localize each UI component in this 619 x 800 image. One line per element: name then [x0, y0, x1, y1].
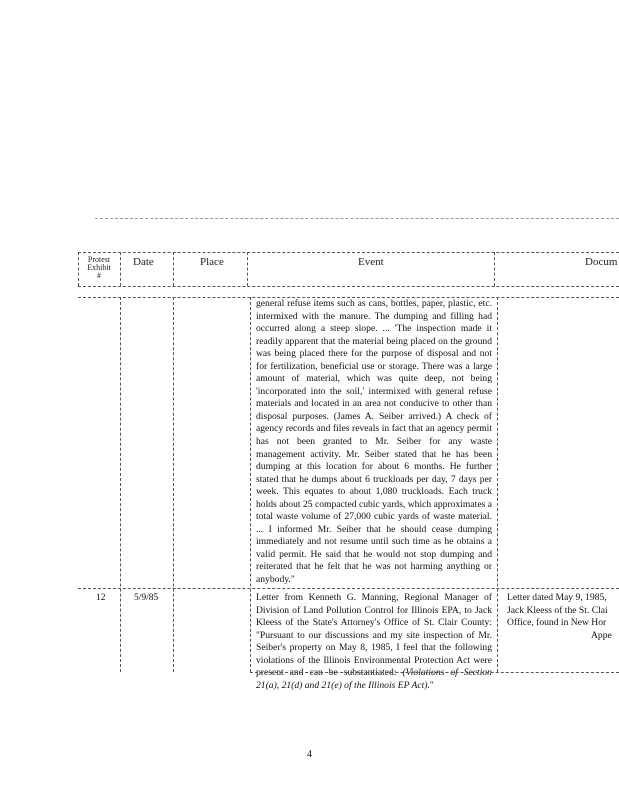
- page-number: 4: [307, 749, 312, 760]
- header-bottom-rule: [78, 286, 619, 287]
- header-date: Date: [133, 256, 154, 268]
- body-col-line: [173, 297, 174, 672]
- header-exhibit: Protest Exhibit #: [87, 255, 111, 280]
- header-col-line: [247, 252, 248, 286]
- header-top-rule: [78, 252, 619, 253]
- body-col-line: [250, 297, 251, 672]
- header-place: Place: [200, 256, 224, 268]
- header-col-line: [494, 252, 495, 286]
- date-cell: 5/9/85: [134, 593, 159, 603]
- top-divider: [95, 218, 619, 219]
- header-event: Event: [358, 256, 384, 268]
- header-col-line: [173, 252, 174, 286]
- header-col-line: [78, 252, 79, 286]
- event-cell: general refuse items such as cans, bottles, paper, plastic, etc. intermixed with the manure. The dumping and filling had occurred along a steep slope. ... 'The inspection made it readily apparent that the material being placed on the ground was being placed there for the purpose of disposal and not for fertilization, beneficial use or storage. There was a large amount of material, which was quite deep, not being 'incorporated into the soil,' intermixed with general refuse materials and located in an area not conducive to other than disposal purposes. (James A. Seiber arrived.) A check of agency records and files reveals in fact that an agency permit has not been granted to Mr. Seiber for any waste management activity. Mr. Seiber stated that he has been dumping at this location for about 6 months. He further stated that he dumps about 6 truckloads per day, 7 days per week. This equates to about 1,080 truckloads. Each truck holds about 25 compacted cubic yards, which approximates a total waste volume of 27,000 cubic yards of waste material. ... I informed Mr. Seiber that he should cease dumping immediately and not resume until such time as he obtains a valid permit. He said that he would not stop dumping and reiterated that he felt that he was not harming anything or anybody.": [256, 298, 492, 586]
- body-col-line: [497, 297, 498, 672]
- exhibit-cell: 12: [96, 593, 106, 603]
- row-divider: [78, 588, 619, 589]
- header-col-line: [120, 252, 121, 286]
- row-bottom-rule: [250, 672, 619, 673]
- event-cell: Letter from Kenneth G. Manning, Regional Manager of Division of Land Pollution Control for Illinois EPA, to Jack Kleess of the State's Attorney's Office of St. Clair County: "Pursuant to our discussions and my site inspection of Mr. Seiber's property on May 8, 1985, I feel that the following violations of the Illinois Environmental Protection Act were present and can be substantiated: (Violations of Section 21(a), 21(d) and 21(e) of the Illinois EP Act).": [256, 592, 492, 691]
- body-col-line: [120, 297, 121, 672]
- header-document: Docum: [585, 256, 618, 268]
- table-row: [256, 298, 492, 587]
- document-cell: Letter dated May 9, 1985, Jack Kleess of the St. Clai Office, found in New Hor Appe: [507, 592, 612, 641]
- table-row: [256, 592, 492, 692]
